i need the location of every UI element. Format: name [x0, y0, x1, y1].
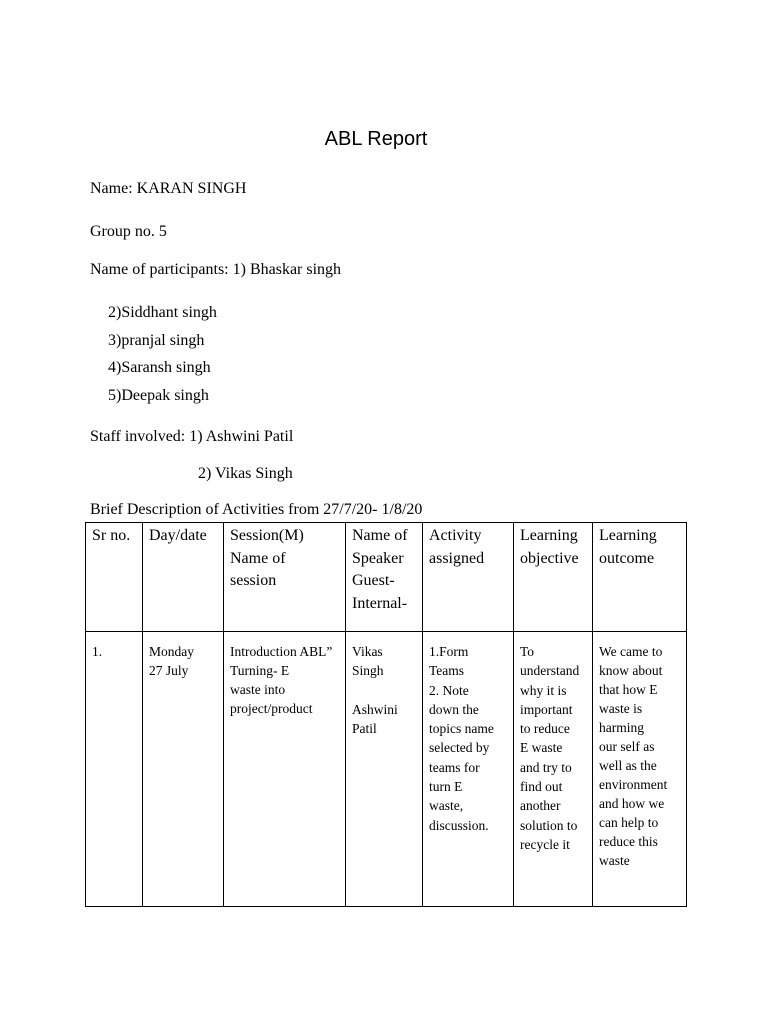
activities-table [85, 522, 687, 907]
cell-session: Introduction ABL” Turning- E waste into project/product [224, 632, 346, 907]
header-objective: Learning objective [514, 523, 593, 632]
table-header-row [86, 523, 687, 632]
participant-item: 5)Deepak singh [108, 387, 209, 404]
staff-item: 2) Vikas Singh [198, 465, 293, 482]
header-speaker: Name of Speaker Guest- Internal- [346, 523, 423, 632]
header-session: Session(M) Name of session [224, 523, 346, 632]
participant-item: 2)Siddhant singh [108, 304, 217, 321]
cell-activity: 1.Form Teams 2. Note down the topics name selected by teams for turn E waste, discussion. [423, 632, 514, 907]
participant-item: 4)Saransh singh [108, 359, 211, 376]
participant-item: 3)pranjal singh [108, 332, 205, 349]
header-activity: Activity assigned [423, 523, 514, 632]
cell-speaker: Vikas Singh Ashwini Patil [346, 632, 423, 907]
cell-day-date: Monday 27 July [143, 632, 224, 907]
cell-sr-no: 1. [86, 632, 143, 907]
participants-label: Name of participants: 1) Bhaskar singh [90, 261, 342, 278]
cell-objective: To understand why it is important to reduce E waste and try to find out another solution to recycle it [514, 632, 593, 907]
header-sr-no: Sr no. [86, 523, 143, 632]
header-outcome: Learning outcome [593, 523, 687, 632]
table-row [86, 632, 687, 907]
name-line: Name: KARAN SINGH [90, 180, 247, 197]
cell-outcome: We came to know about that how E waste is harming our self as well as the environment and how we can help to reduce this waste [593, 632, 687, 907]
brief-description: Brief Description of Activities from 27/7/20- 1/8/20 [90, 501, 423, 518]
group-line: Group no. 5 [90, 223, 167, 240]
header-day-date: Day/date [143, 523, 224, 632]
page-title: ABL Report [324, 128, 428, 150]
staff-label: Staff involved: 1) Ashwini Patil [90, 428, 294, 445]
